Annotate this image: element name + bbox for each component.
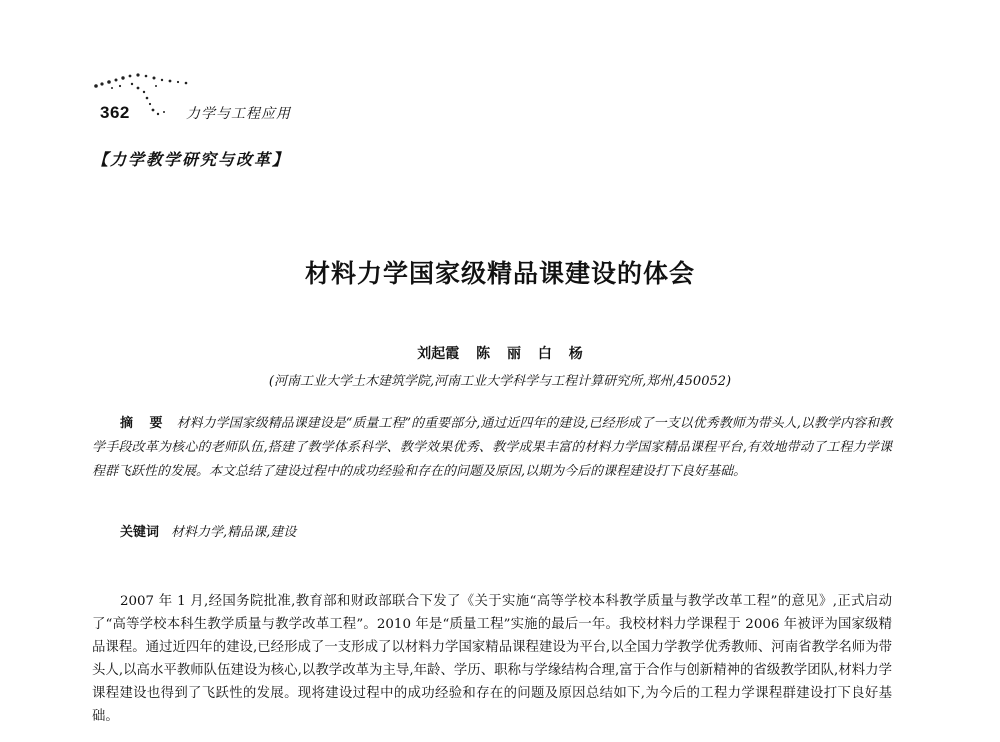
abstract-text: 材料力学国家级精品课建设是“质量工程”的重要部分,通过近四年的建设,已经形成了一支以优秀教师为带头人,以教学内容和教学手段改革为核心的老师队伍,搭建了教学体系科学、教学效果优秀、教学成果丰富的材料力学国家精品课程平台,有效地带动了工程力学课程群飞跃性的发展。本文总结了建设过程中的成功经验和存在的问题及原因,以期为今后的课程建设打下良好基础。	[92, 416, 892, 479]
affiliation: (河南工业大学土木建筑学院,河南工业大学科学与工程计算研究所,郑州,450052)	[268, 374, 732, 389]
keywords-label: 关键词	[120, 525, 160, 540]
page-number: 362	[100, 103, 130, 122]
abstract-label: 摘 要	[120, 416, 169, 431]
keywords	[120, 521, 296, 540]
column-label: 【力学教学研究与改革】	[92, 150, 291, 169]
abstract	[92, 412, 892, 484]
journal-name: 力学与工程应用	[186, 106, 291, 122]
article-title: 材料力学国家级精品课建设的体会	[304, 259, 695, 288]
authors: 刘起霞 陈 丽 白 杨	[417, 346, 583, 362]
body-paragraph: 2007 年 1 月,经国务院批准,教育部和财政部联合下发了《关于实施“高等学校本科教学质量与教学改革工程”的意见》,正式启动了“高等学校本科生教学质量与教学改革工程”。2010 年是“质量工程”实施的最后一年。我校材料力学课程于 2006 年被评为国家级精品课程。通过近四年的建设,已经形成了一支形成了以材料力学国家精品课程建设为平台,以全国力学教学优秀教师、河南省教学名师为带头人,以高水平教师队伍建设为核心,以教学改革为主导,年龄、学历、职称与学缘结构合理,富于合作与创新精神的省级教学团队,材料力学课程建设也得到了飞跃性的发展。现将建设过程中的成功经验和存在的问题及原因总结如下,为今后的工程力学课程群建设打下良好基础。	[92, 594, 892, 724]
keywords-text: 材料力学,精品课,建设	[171, 525, 297, 540]
